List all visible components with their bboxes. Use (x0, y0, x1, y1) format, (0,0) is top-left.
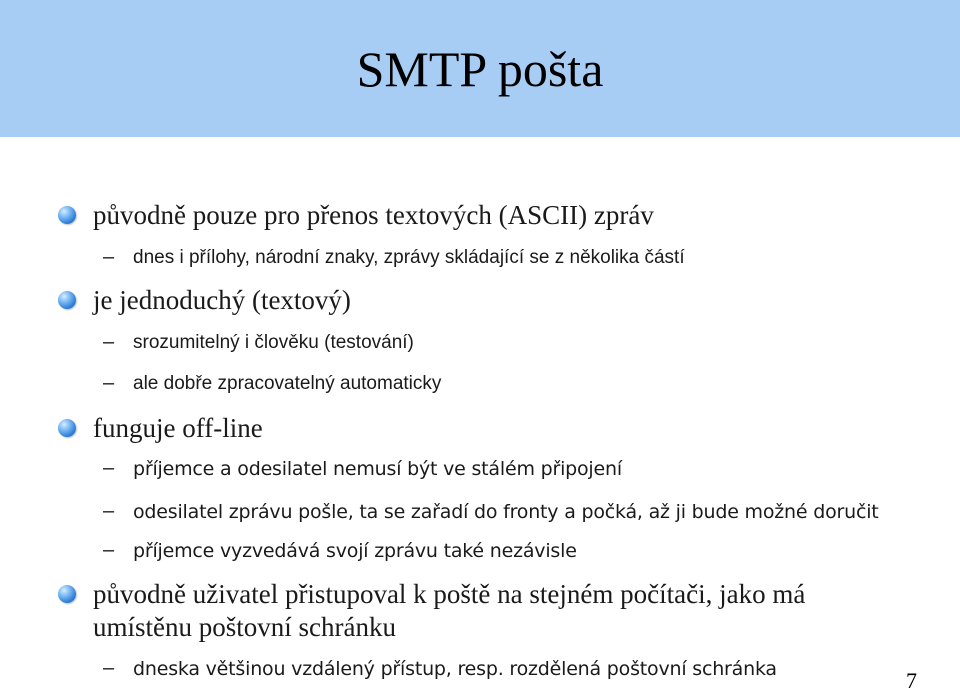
sub-item: ale dobře zpracovatelný automaticky (133, 373, 442, 394)
sub-item: srozumitelný i člověku (testování) (133, 332, 414, 353)
dash-icon: – (103, 372, 115, 394)
bullet-icon (58, 419, 76, 437)
bullet-item-line1: původně uživatel přistupoval k poště na stejném počítači, jako má (93, 579, 806, 609)
sub-item: příjemce a odesilatel nemusí být ve stálém připojení (133, 458, 622, 480)
page-number: 7 (906, 668, 917, 693)
bullet-item: je jednoduchý (textový) (93, 285, 351, 315)
dash-icon: – (103, 246, 115, 268)
bullet-icon (58, 291, 76, 309)
sub-item: příjemce vyzvedává svojí zprávu také nezávisle (133, 540, 577, 562)
bullet-item-line2: umístěnu poštovní schránku (93, 612, 396, 642)
bullet-item: funguje off-line (93, 413, 263, 443)
dash-icon: – (103, 331, 115, 353)
bullet-icon (58, 585, 76, 603)
bullet-icon (58, 206, 76, 224)
slide-title: SMTP pošta (356, 41, 604, 97)
bullet-item: původně pouze pro přenos textových (ASCII) zpráv (93, 200, 654, 230)
dash-icon: – (103, 457, 115, 479)
dash-icon: – (103, 539, 115, 561)
sub-item: dnes i přílohy, národní znaky, zprávy skládající se z několika částí (133, 247, 685, 268)
sub-item: odesilatel zprávu pošle, ta se zařadí do fronty a počká, až ji bude možné doručit (133, 501, 879, 523)
sub-item: dneska většinou vzdálený přístup, resp. rozdělená poštovní schránka (133, 658, 777, 680)
dash-icon: – (103, 500, 115, 522)
dash-icon: – (103, 657, 115, 679)
